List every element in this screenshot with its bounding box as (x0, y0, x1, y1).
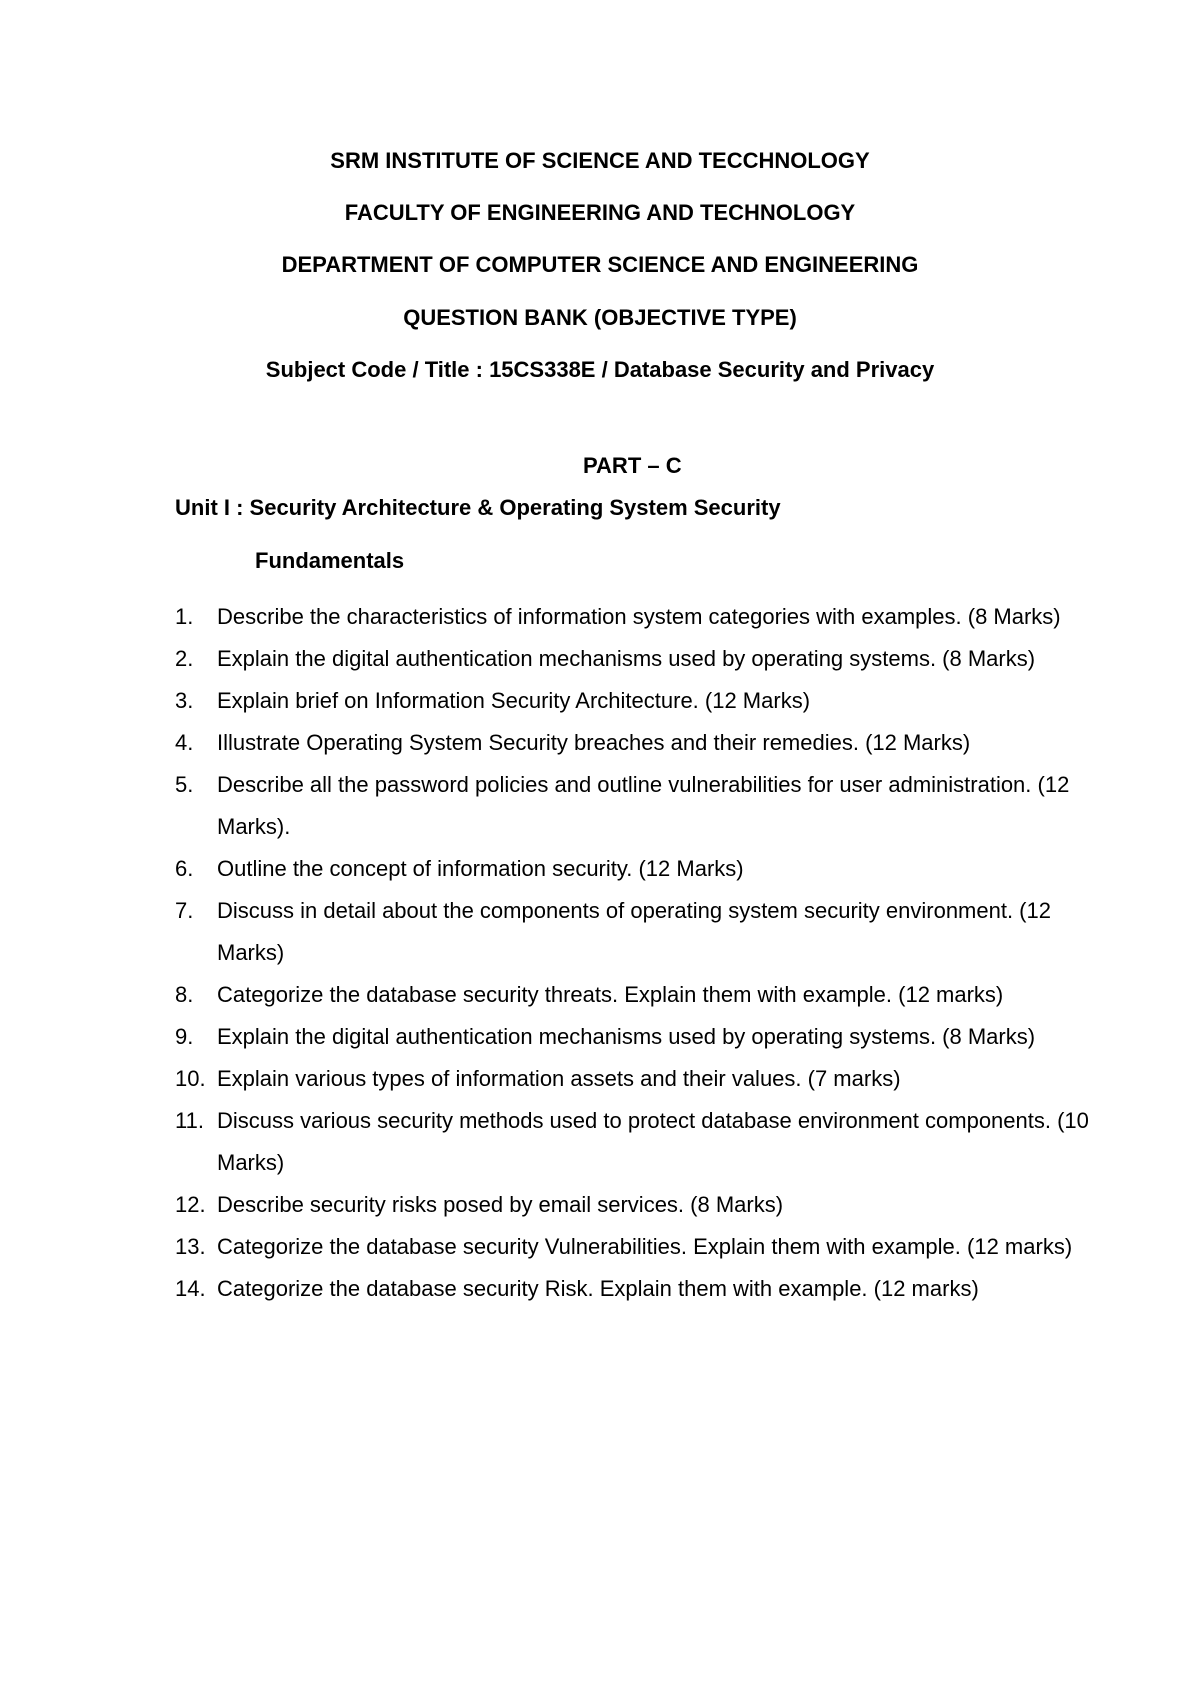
question-number: 13. (175, 1234, 206, 1259)
question-item (175, 974, 1095, 1016)
subject-title: Subject Code / Title : 15CS338E / Database Security and Privacy (265, 357, 935, 382)
document-type: QUESTION BANK (OBJECTIVE TYPE) (403, 305, 797, 330)
question-item (175, 890, 1095, 974)
question-item (175, 764, 1095, 848)
unit-subtitle: Fundamentals (255, 548, 405, 573)
question-text: Discuss various security methods used to protect database environment components. (10 Marks) (217, 1108, 1089, 1175)
question-item (175, 680, 1095, 722)
question-item (175, 848, 1095, 890)
question-number: 8. (175, 982, 194, 1007)
question-text: Categorize the database security threats. Explain them with example. (12 marks) (217, 982, 1004, 1007)
question-number: 1. (175, 604, 194, 629)
question-item (175, 1268, 1095, 1310)
question-item (175, 722, 1095, 764)
question-text: Discuss in detail about the components of operating system security environment. (12 Marks) (217, 898, 1051, 965)
question-text: Describe the characteristics of information system categories with examples. (8 Marks) (217, 604, 1061, 629)
question-number: 10. (175, 1066, 206, 1091)
question-list (175, 596, 1095, 1310)
part-title: PART – C (583, 453, 682, 478)
question-text: Describe security risks posed by email services. (8 Marks) (217, 1192, 784, 1217)
question-text: Explain various types of information assets and their values. (7 marks) (217, 1066, 901, 1091)
question-number: 7. (175, 898, 194, 923)
question-item (175, 1016, 1095, 1058)
question-item (175, 1100, 1095, 1184)
question-item (175, 596, 1095, 638)
question-number: 6. (175, 856, 194, 881)
question-text: Explain the digital authentication mechanisms used by operating systems. (8 Marks) (217, 646, 1036, 671)
question-text: Describe all the password policies and outline vulnerabilities for user administration. (12 Marks). (217, 772, 1070, 839)
question-number: 2. (175, 646, 194, 671)
question-number: 9. (175, 1024, 194, 1049)
question-text: Explain the digital authentication mechanisms used by operating systems. (8 Marks) (217, 1024, 1036, 1049)
faculty-name: FACULTY OF ENGINEERING AND TECHNOLOGY (344, 200, 856, 225)
question-text: Outline the concept of information security. (12 Marks) (217, 856, 744, 881)
institute-name: SRM INSTITUTE OF SCIENCE AND TECCHNOLOGY (330, 148, 870, 173)
question-text: Categorize the database security Risk. Explain them with example. (12 marks) (217, 1276, 979, 1301)
question-item (175, 1058, 1095, 1100)
question-text: Explain brief on Information Security Architecture. (12 Marks) (217, 688, 811, 713)
question-item (175, 1184, 1095, 1226)
unit-title: Unit I : Security Architecture & Operating System Security (175, 495, 781, 520)
question-number: 3. (175, 688, 194, 713)
question-number: 14. (175, 1276, 206, 1301)
question-text: Categorize the database security Vulnerabilities. Explain them with example. (12 marks) (217, 1234, 1073, 1259)
question-text: Illustrate Operating System Security breaches and their remedies. (12 Marks) (217, 730, 971, 755)
department-name: DEPARTMENT OF COMPUTER SCIENCE AND ENGINEERING (281, 252, 919, 277)
question-number: 12. (175, 1192, 206, 1217)
question-number: 11. (175, 1108, 204, 1133)
question-item (175, 638, 1095, 680)
question-number: 4. (175, 730, 194, 755)
question-number: 5. (175, 772, 194, 797)
question-item (175, 1226, 1095, 1268)
